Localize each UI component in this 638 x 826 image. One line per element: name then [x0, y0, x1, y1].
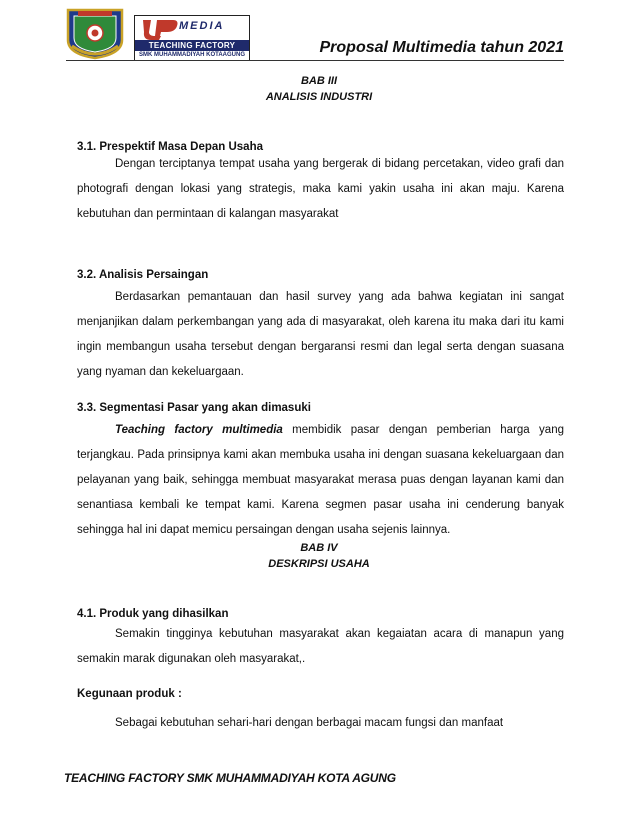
section-3-1-heading: 3.1. Prespektif Masa Depan Usaha [77, 141, 263, 153]
bab4-subtitle: DESKRIPSI USAHA [268, 558, 370, 570]
kegunaan-paragraph: Sebagai kebutuhan sehari-hari dengan berbagai macam fungsi dan manfaat [115, 717, 504, 729]
header-divider [66, 60, 564, 61]
section-3-2-paragraph: Berdasarkan pemantauan dan hasil survey yang ada bahwa kegiatan ini sangat menjanjikan dalam perkembangan yang ada di masyarakat, oleh karena itu maka dari itu kami ingin membangun usaha tersebut dengan bergaransi resmi dan legal serta dengan suasana yang nyaman dan kekeluargaan. [77, 291, 564, 378]
section-3-3-paragraph [77, 418, 564, 543]
section-3-1-text [77, 152, 564, 227]
media-logo-line2: SMK MUHAMMADIYAH KOTAAGUNG [139, 52, 245, 58]
footer-text: TEACHING FACTORY SMK MUHAMMADIYAH KOTA AGUNG [64, 771, 396, 785]
school-logo [64, 6, 126, 60]
section-3-2-text [77, 285, 564, 385]
media-logo-line1: TEACHING FACTORY [135, 40, 249, 51]
section-3-3-emphasis: Teaching factory multimedia [115, 424, 283, 436]
kegunaan-text [77, 711, 564, 736]
header-title: Proposal Multimedia tahun 2021 [319, 39, 564, 56]
media-logo-mark [135, 16, 249, 42]
bab3-title: BAB III [300, 75, 338, 87]
bab3-subtitle: ANALISIS INDUSTRI [265, 91, 373, 103]
kegunaan-heading: Kegunaan produk : [77, 688, 182, 700]
bab4-title: BAB IV [300, 542, 338, 554]
section-4-1-text [77, 622, 564, 672]
section-3-3-body: membidik pasar dengan pemberian harga yang terjangkau. Pada prinsipnya kami akan membuka usaha ini dengan suasana kekeluargaan dan pelayanan yang baik, sehingga membuat masyarakat merasa puas dengan layanan kami dan senantiasa kembali ke tempat kami. Karena segmen pasar usaha ini cenderung banyak sehingga hal ini dapat memicu persaingan dengan usaha sejenis lainnya. [77, 424, 564, 536]
media-logo [134, 15, 250, 61]
section-4-1-heading: 4.1. Produk yang dihasilkan [77, 608, 229, 620]
section-3-3-heading: 3.3. Segmentasi Pasar yang akan dimasuki [77, 402, 311, 414]
section-3-2-heading: 3.2. Analisis Persaingan [77, 269, 209, 281]
section-4-1-paragraph: Semakin tingginya kebutuhan masyarakat akan kegaiatan acara di manapun yang semakin marak digunakan oleh masyarakat,. [77, 628, 564, 665]
section-3-1-paragraph: Dengan terciptanya tempat usaha yang bergerak di bidang percetakan, video grafi dan photografi dengan lokasi yang strategis, maka kami yakin usaha ini akan maju. Karena kebutuhan dan permintaan di kalangan masyarakat [77, 158, 564, 220]
section-3-3-text [77, 418, 564, 543]
media-logo-brand: MEDIA [179, 20, 225, 32]
